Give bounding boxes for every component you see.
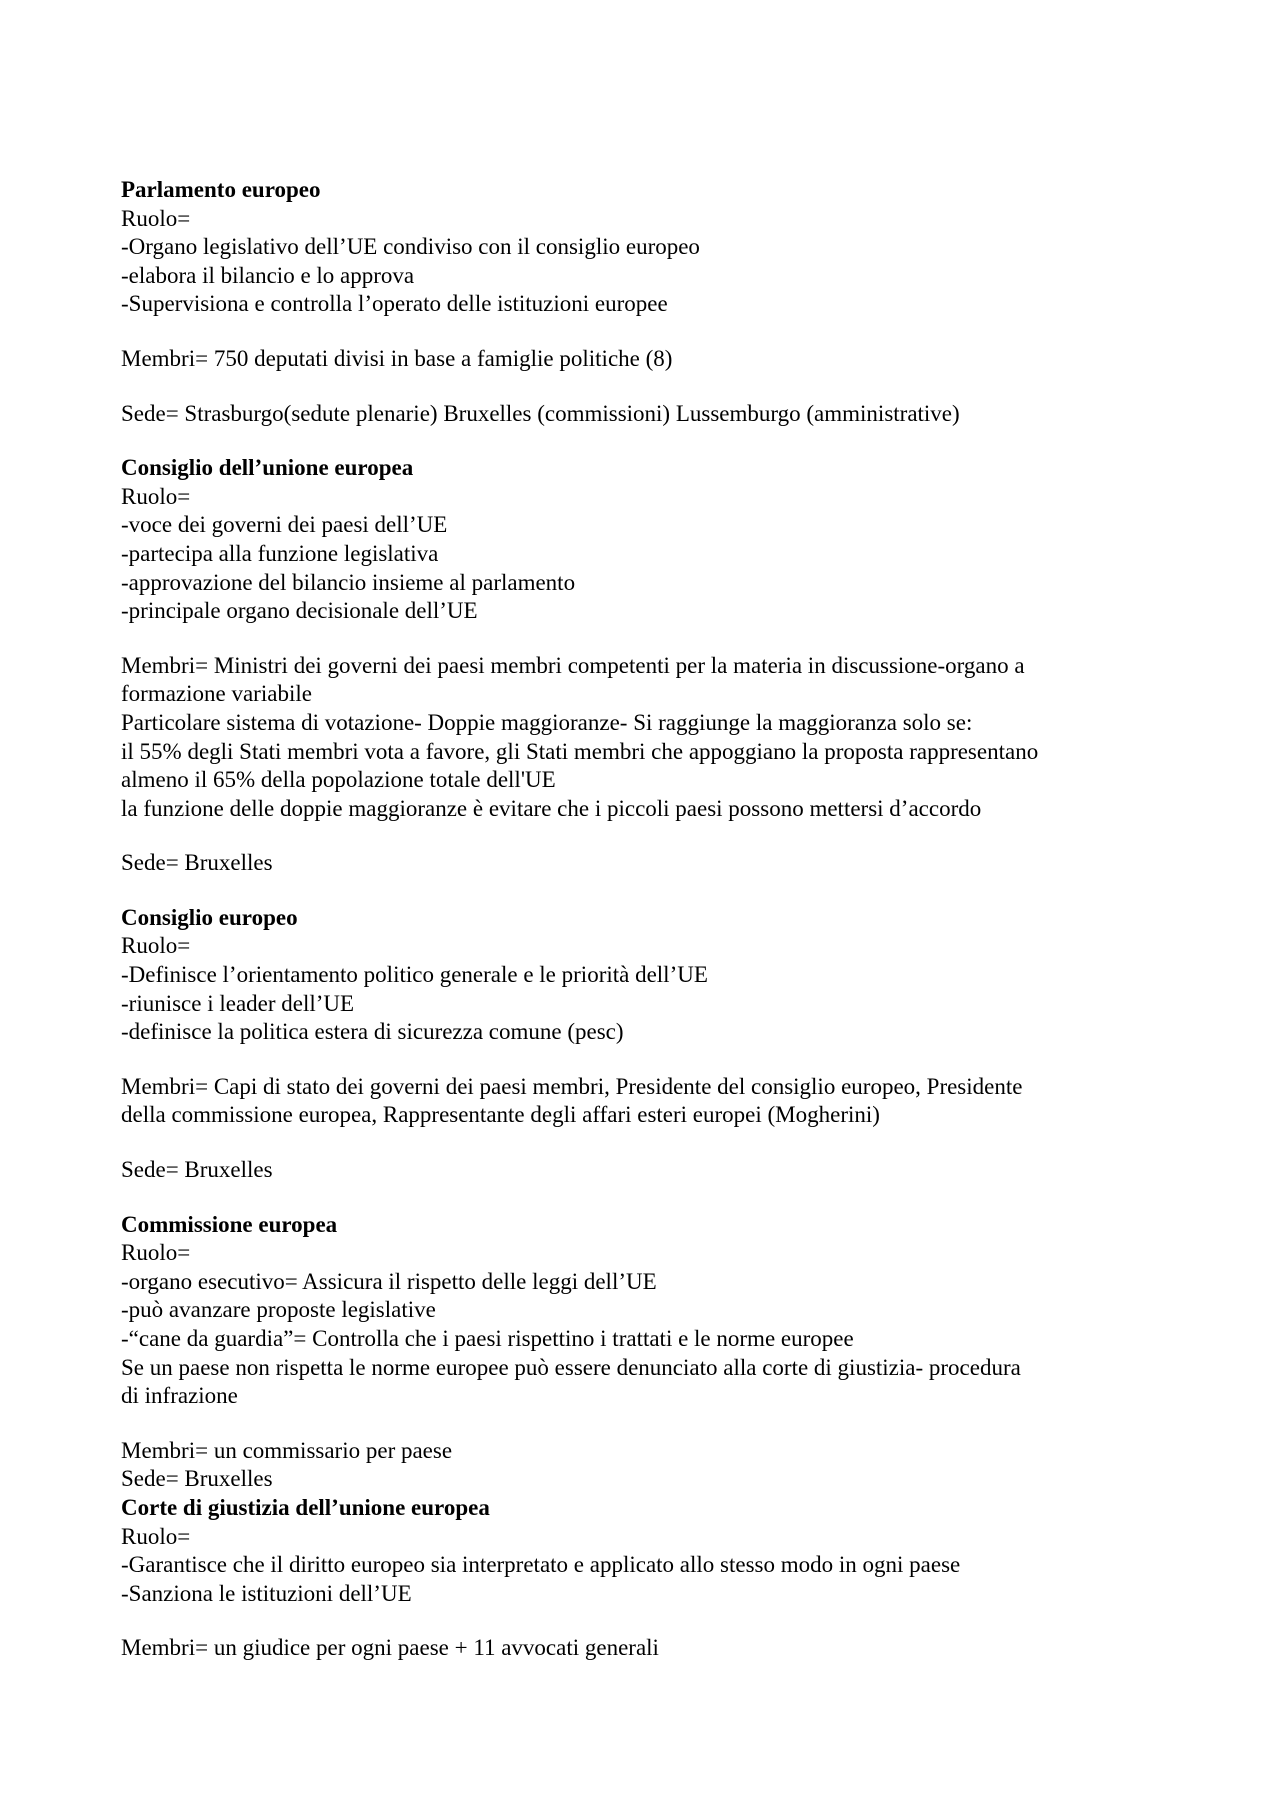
text-line: Se un paese non rispetta le norme europee può essere denunciato alla corte di giustizia- procedura — [121, 1354, 1021, 1380]
text-line: Ruolo= — [121, 1240, 191, 1266]
section-corte-di-giustizia — [121, 1494, 1181, 1663]
text-line: Ruolo= — [121, 483, 191, 509]
membri-line: la funzione delle doppie maggioranze è evitare che i piccoli paesi possono mettersi d’accordo — [121, 795, 982, 821]
section-commissione-europea — [121, 1211, 1181, 1494]
text-line: -“cane da guardia”= Controlla che i paesi rispettino i trattati e le norme europee — [121, 1326, 854, 1351]
text-line: -Organo legislativo dell’UE condiviso con il consiglio europeo — [121, 234, 700, 260]
membri-line: il 55% degli Stati membri vota a favore, gli Stati membri che appoggiano la proposta rappresentano — [121, 738, 1039, 764]
text-line: -definisce la politica estera di sicurezza comune (pesc) — [121, 1019, 624, 1045]
membri-line: Membri= 750 deputati divisi in base a famiglie politiche (8) — [121, 345, 673, 371]
section-consiglio-europeo — [121, 904, 1181, 1211]
document-page — [121, 176, 1181, 1663]
paragraph-gap — [121, 1411, 1181, 1437]
text-line: di infrazione — [121, 1383, 238, 1409]
section-parlamento-europeo — [121, 176, 1181, 454]
sede-line: Sede= Bruxelles — [121, 1157, 273, 1183]
paragraph-gap — [121, 1185, 1181, 1211]
text-line: -Supervisiona e controlla l’operato delle istituzioni europee — [121, 291, 668, 317]
sede-line: Sede= Strasburgo(sedute plenarie) Bruxelles (commissioni) Lussemburgo (amministrative) — [121, 400, 960, 426]
paragraph-gap — [121, 1130, 1181, 1156]
text-line: Ruolo= — [121, 933, 191, 959]
text-line: Ruolo= — [121, 1523, 191, 1549]
membri-line: Membri= un giudice per ogni paese + 11 avvocati generali — [121, 1635, 659, 1661]
section-consiglio-unione-europea — [121, 454, 1181, 904]
section-title: Consiglio europeo — [121, 904, 298, 930]
paragraph-gap — [121, 319, 1181, 345]
text-line: -principale organo decisionale dell’UE — [121, 598, 478, 624]
text-line: -organo esecutivo= Assicura il rispetto delle leggi dell’UE — [121, 1268, 657, 1294]
membri-line: Membri= Ministri dei governi dei paesi membri competenti per la materia in discussione-organo a — [121, 652, 1025, 678]
section-title: Corte di giustizia dell’unione europea — [121, 1494, 490, 1520]
sede-line: Sede= Bruxelles — [121, 1466, 273, 1492]
section-title: Consiglio dell’unione europea — [121, 455, 414, 481]
paragraph-gap — [121, 878, 1181, 904]
section-title: Parlamento europeo — [121, 177, 321, 202]
paragraph-gap — [121, 374, 1181, 400]
sede-line: Sede= Bruxelles — [121, 850, 273, 876]
membri-line: formazione variabile — [121, 681, 312, 707]
section-title: Commissione europea — [121, 1211, 338, 1237]
paragraph-gap — [121, 428, 1181, 454]
text-line: -Garantisce che il diritto europeo sia interpretato e applicato allo stesso modo in ogni paese — [121, 1552, 961, 1578]
text-line: -partecipa alla funzione legislativa — [121, 540, 439, 566]
membri-line: Membri= Capi di stato dei governi dei paesi membri, Presidente del consiglio europeo, Presidente — [121, 1073, 1023, 1099]
membri-line: della commissione europea, Rappresentante degli affari esteri europei (Mogherini) — [121, 1102, 880, 1128]
text-line: -riunisce i leader dell’UE — [121, 990, 355, 1016]
paragraph-gap — [121, 1047, 1181, 1073]
membri-line: Membri= un commissario per paese — [121, 1437, 453, 1463]
paragraph-gap — [121, 823, 1181, 849]
text-line: -elabora il bilancio e lo approva — [121, 262, 415, 288]
text-line: -Definisce l’orientamento politico generale e le priorità dell’UE — [121, 962, 708, 988]
paragraph-gap — [121, 1608, 1181, 1634]
paragraph-gap — [121, 626, 1181, 652]
membri-line: almeno il 65% della popolazione totale dell'UE — [121, 767, 556, 793]
text-line: -Sanziona le istituzioni dell’UE — [121, 1580, 412, 1606]
text-line: -può avanzare proposte legislative — [121, 1297, 436, 1323]
membri-line: Particolare sistema di votazione- Doppie maggioranze- Si raggiunge la maggioranza solo se: — [121, 709, 973, 735]
text-line: -voce dei governi dei paesi dell’UE — [121, 512, 448, 538]
text-line: Ruolo= — [121, 205, 191, 231]
text-line: -approvazione del bilancio insieme al parlamento — [121, 569, 576, 595]
